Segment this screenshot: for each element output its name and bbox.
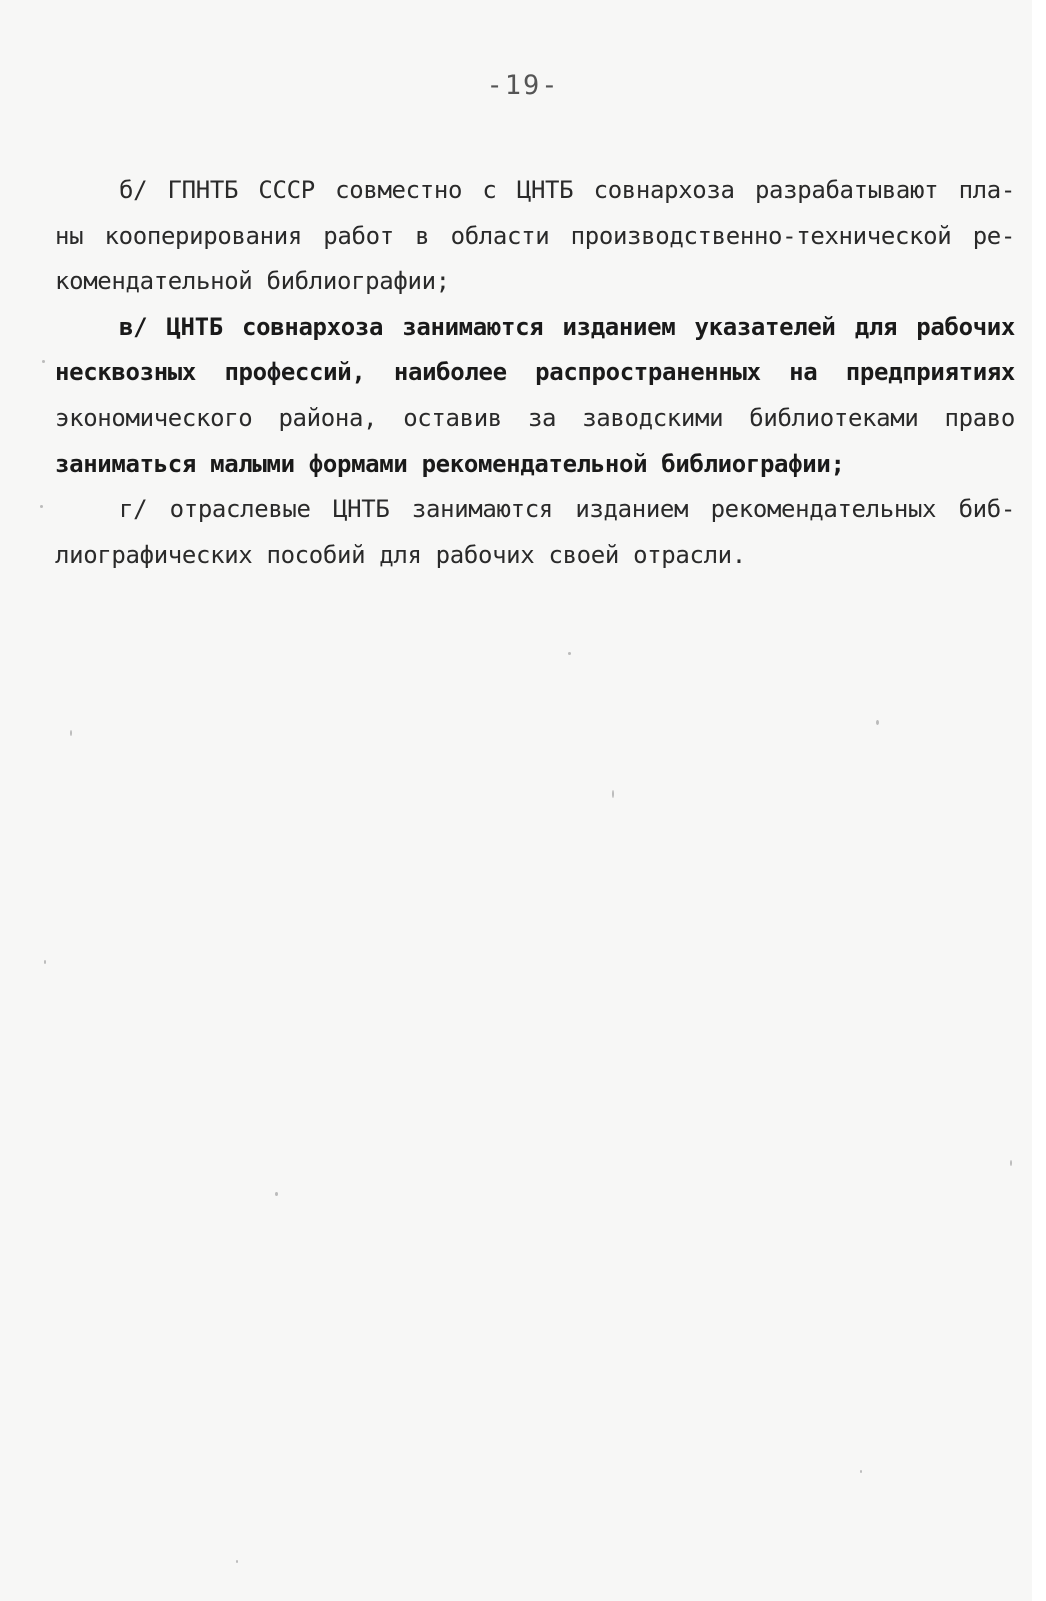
paragraph-v bbox=[55, 305, 1015, 487]
scan-speck bbox=[876, 720, 879, 725]
scan-speck bbox=[44, 960, 46, 964]
scan-speck bbox=[568, 652, 571, 655]
scan-speck bbox=[1010, 1160, 1012, 1166]
scan-speck bbox=[70, 730, 72, 736]
text-line: несквозных профессий, наиболее распространенных на предприятиях bbox=[55, 358, 1015, 387]
text-line: экономического района, оставив за заводскими библиотеками право bbox=[55, 403, 1015, 432]
text-line: лиографических пособий для рабочих своей отрасли. bbox=[55, 540, 746, 569]
text-line: заниматься малыми формами рекомендательной библиографии; bbox=[55, 449, 845, 478]
scan-speck bbox=[860, 1470, 862, 1473]
paragraph-b bbox=[55, 168, 1015, 305]
page-number: -19- bbox=[486, 70, 560, 101]
scan-speck bbox=[42, 360, 45, 363]
paragraph-g bbox=[55, 487, 1015, 578]
text-line: г/ отраслевые ЦНТБ занимаются изданием рекомендательных биб- bbox=[119, 495, 1015, 524]
scan-speck bbox=[612, 790, 614, 798]
document-body bbox=[55, 168, 1015, 578]
scan-speck bbox=[236, 1560, 238, 1563]
text-line: ны кооперирования работ в области производственно-технической ре- bbox=[55, 221, 1015, 250]
text-line: комендательной библиографии; bbox=[55, 267, 450, 296]
scan-speck bbox=[40, 505, 43, 508]
text-line: б/ ГПНТБ СССР совместно с ЦНТБ совнархоза разрабатывают пла- bbox=[119, 176, 1015, 204]
text-line: в/ ЦНТБ совнархоза занимаются изданием указателей для рабочих bbox=[119, 312, 1015, 341]
scan-speck bbox=[275, 1192, 278, 1196]
